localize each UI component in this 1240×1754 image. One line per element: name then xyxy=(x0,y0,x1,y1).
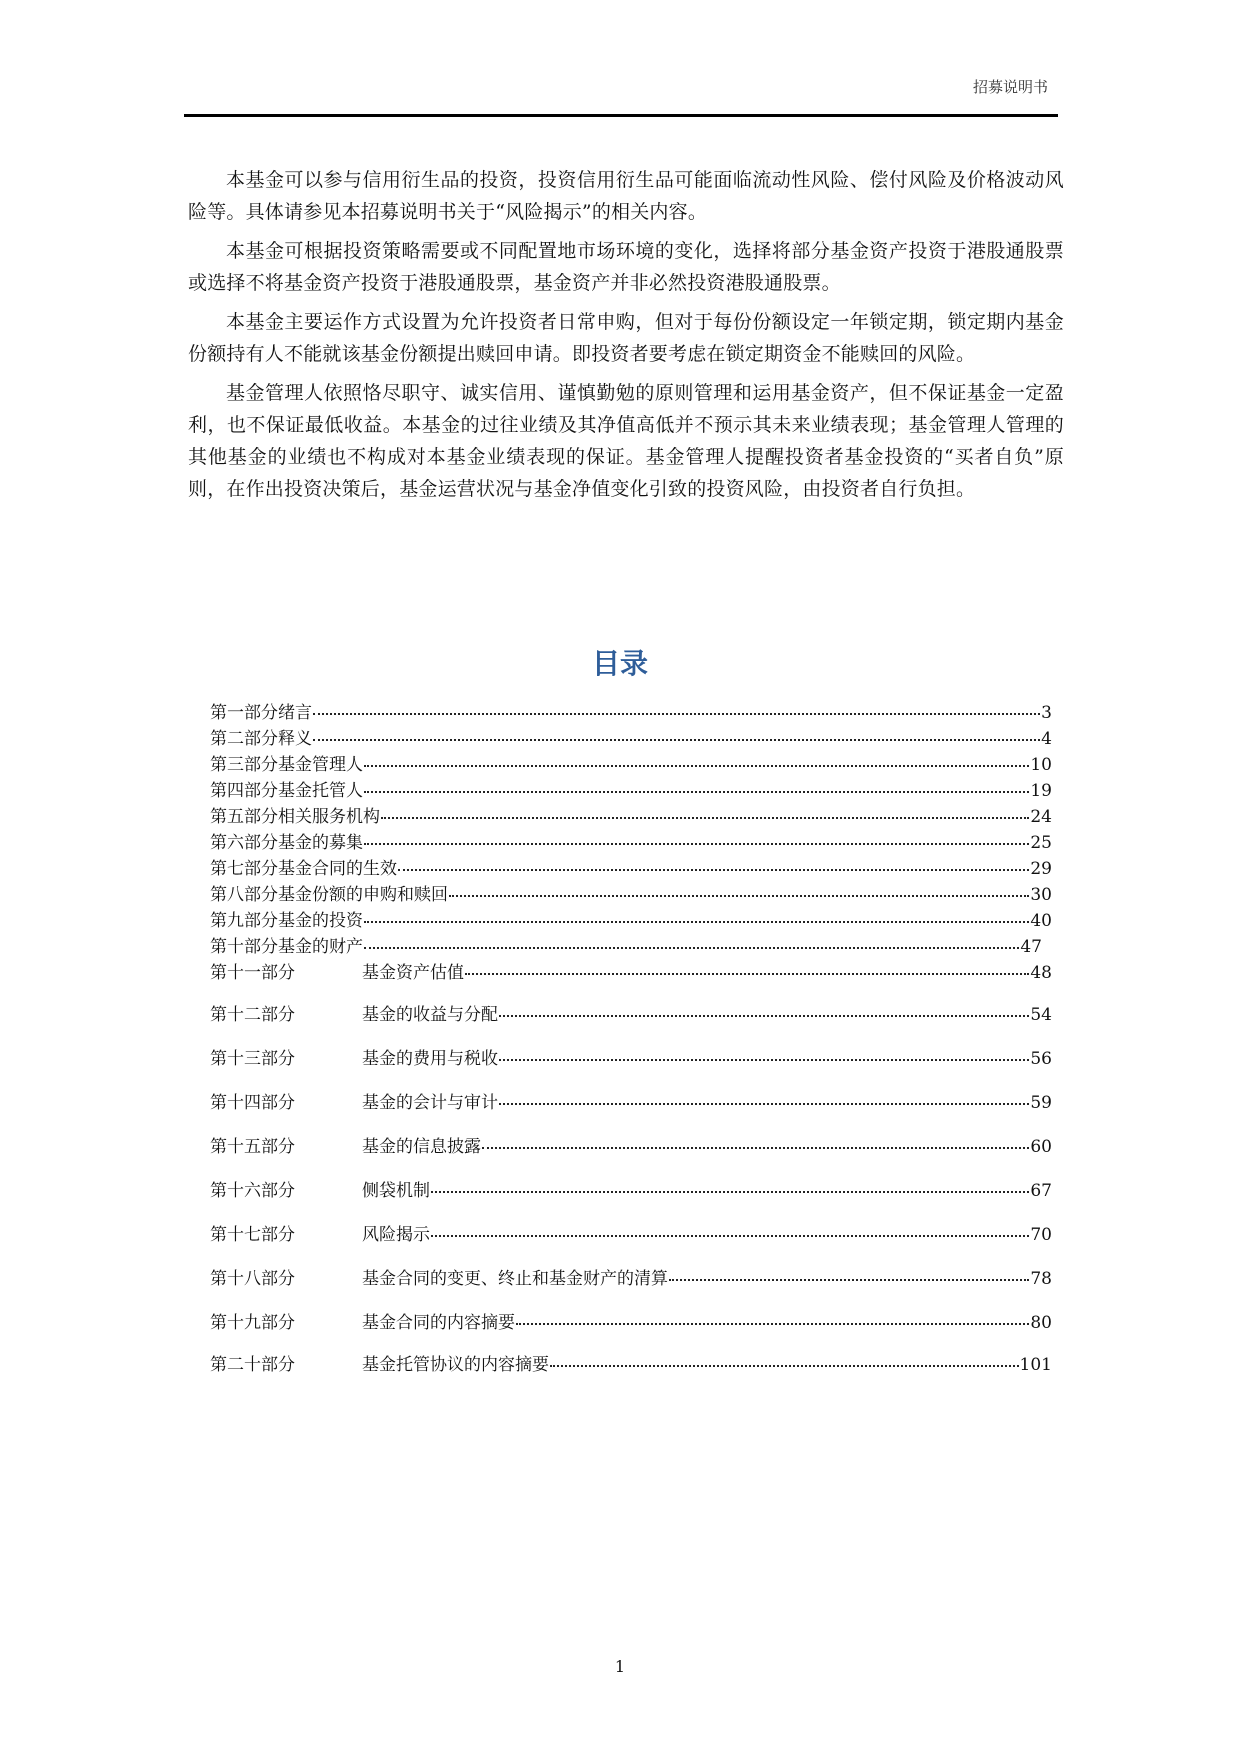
dot-leader xyxy=(398,868,1029,871)
risk-disclosure-body xyxy=(188,164,1064,512)
toc-entry[interactable] xyxy=(210,1264,1052,1308)
toc-entry[interactable] xyxy=(210,1132,1052,1176)
toc-page-number: 59 xyxy=(1030,1093,1052,1113)
dot-leader xyxy=(364,920,1029,923)
toc-page-number: 78 xyxy=(1030,1269,1052,1289)
toc-part-label: 第十一部分 xyxy=(210,963,295,983)
toc-entry[interactable]: 第六部分基金的募集 25 xyxy=(210,833,1052,853)
toc-entry[interactable]: 第七部分基金合同的生效 29 xyxy=(210,859,1052,879)
toc-page-number: 80 xyxy=(1030,1313,1052,1333)
dot-leader xyxy=(516,1322,1029,1325)
toc-entry[interactable]: 第二部分释义 4 xyxy=(210,729,1052,749)
toc-section-title: 基金的费用与税收 xyxy=(362,1049,498,1069)
toc-entry[interactable] xyxy=(210,1350,1052,1392)
dot-leader xyxy=(499,1014,1029,1017)
dot-leader xyxy=(364,790,1029,793)
toc-page-number: 48 xyxy=(1030,963,1052,983)
toc-entry[interactable]: 第一部分绪言 3 xyxy=(210,703,1052,723)
toc-entry[interactable] xyxy=(210,1044,1052,1088)
toc-section-title: 基金合同的内容摘要 xyxy=(362,1313,515,1333)
toc-page-number: 25 xyxy=(1030,833,1052,853)
toc-section-title: 基金的信息披露 xyxy=(362,1137,481,1157)
toc-page-number: 60 xyxy=(1030,1137,1052,1157)
dot-leader xyxy=(465,972,1029,975)
toc-page-number: 70 xyxy=(1030,1225,1052,1245)
toc-entry[interactable] xyxy=(210,1308,1052,1350)
toc-entry[interactable] xyxy=(210,1176,1052,1220)
toc-entry[interactable]: 第四部分基金托管人 19 xyxy=(210,781,1052,801)
toc-page-number: 47 xyxy=(1020,937,1042,957)
toc-page-number: 4 xyxy=(1041,729,1052,749)
toc-entry[interactable] xyxy=(210,1000,1052,1044)
toc-part-label: 第十二部分 xyxy=(210,1005,295,1025)
page-number: 1 xyxy=(614,1657,626,1676)
toc-entry[interactable] xyxy=(210,1088,1052,1132)
toc-entry[interactable] xyxy=(210,958,1052,1000)
toc-entry[interactable]: 第十部分基金的财产 47 xyxy=(210,937,1042,957)
dot-leader xyxy=(482,1146,1029,1149)
toc-section-title: 侧袋机制 xyxy=(362,1181,430,1201)
dot-leader xyxy=(313,712,1040,715)
toc-section-title: 基金的会计与审计 xyxy=(362,1093,498,1113)
toc-entry[interactable] xyxy=(210,1220,1052,1264)
toc-section-title: 基金资产估值 xyxy=(362,963,464,983)
toc-page-number: 56 xyxy=(1030,1049,1052,1069)
toc-section-title: 基金合同的变更、终止和基金财产的清算 xyxy=(362,1269,668,1289)
header-divider xyxy=(184,114,1058,117)
toc-part-label: 第二十部分 xyxy=(210,1355,295,1375)
toc-page-number: 3 xyxy=(1041,703,1052,723)
paragraph-credit-derivatives: 本基金可以参与信用衍生品的投资，投资信用衍生品可能面临流动性风险、偿付风险及价格波动风险等。具体请参见本招募说明书关于“风险揭示”的相关内容。 xyxy=(188,169,1064,223)
dot-leader xyxy=(431,1234,1029,1237)
toc-entry[interactable]: 第八部分基金份额的申购和赎回 30 xyxy=(210,885,1052,905)
toc-page-number: 30 xyxy=(1030,885,1052,905)
dot-leader xyxy=(364,764,1029,767)
dot-leader xyxy=(550,1364,1019,1367)
toc-part-label: 第十五部分 xyxy=(210,1137,295,1157)
dot-leader xyxy=(449,894,1029,897)
toc-part-label: 第十六部分 xyxy=(210,1181,295,1201)
paragraph-lockup-period: 本基金主要运作方式设置为允许投资者日常申购，但对于每份份额设定一年锁定期，锁定期内基金份额持有人不能就该基金份额提出赎回申请。即投资者要考虑在锁定期资金不能赎回的风险。 xyxy=(188,311,1064,365)
toc-part-label: 第十九部分 xyxy=(210,1313,295,1333)
toc-entry[interactable]: 第三部分基金管理人 10 xyxy=(210,755,1052,775)
toc-entry[interactable]: 第九部分基金的投资 40 xyxy=(210,911,1052,931)
paragraph-hk-stock-connect: 本基金可根据投资策略需要或不同配置地市场环境的变化，选择将部分基金资产投资于港股通股票或选择不将基金资产投资于港股通股票，基金资产并非必然投资港股通股票。 xyxy=(188,240,1064,294)
dot-leader xyxy=(313,738,1040,741)
toc-part-label: 第十八部分 xyxy=(210,1269,295,1289)
running-header-title: 招募说明书 xyxy=(972,78,1048,96)
toc-part-label: 第十四部分 xyxy=(210,1093,295,1113)
dot-leader xyxy=(431,1190,1029,1193)
dot-leader xyxy=(364,946,1019,949)
toc-title: 目录 xyxy=(591,647,648,680)
toc-page-number: 67 xyxy=(1030,1181,1052,1201)
toc-page-number: 24 xyxy=(1030,807,1052,827)
toc-page-number: 19 xyxy=(1030,781,1052,801)
toc-part-label: 第十三部分 xyxy=(210,1049,295,1069)
toc-part-label: 第十七部分 xyxy=(210,1225,295,1245)
dot-leader xyxy=(364,842,1029,845)
toc-page-number: 40 xyxy=(1030,911,1052,931)
toc-page-number: 101 xyxy=(1019,1355,1052,1375)
toc-page-number: 10 xyxy=(1030,755,1052,775)
toc-page-number: 54 xyxy=(1030,1005,1052,1025)
toc-section-title: 基金的收益与分配 xyxy=(362,1005,498,1025)
dot-leader xyxy=(381,816,1029,819)
paragraph-manager-disclaimer: 基金管理人依照恪尽职守、诚实信用、谨慎勤勉的原则管理和运用基金资产，但不保证基金一定盈利，也不保证最低收益。本基金的过往业绩及其净值高低并不预示其未来业绩表现；基金管理人管理的其他基金的业绩也不构成对本基金业绩表现的保证。基金管理人提醒投资者基金投资的“买者自负”原则，在作出投资决策后，基金运营状况与基金净值变化引致的投资风险，由投资者自行负担。 xyxy=(188,382,1064,500)
toc-section-title: 基金托管协议的内容摘要 xyxy=(362,1355,549,1375)
dot-leader xyxy=(499,1102,1029,1105)
table-of-contents xyxy=(210,698,1052,1392)
toc-entry[interactable]: 第五部分相关服务机构 24 xyxy=(210,807,1052,827)
toc-page-number: 29 xyxy=(1030,859,1052,879)
dot-leader xyxy=(669,1278,1029,1281)
dot-leader xyxy=(499,1058,1029,1061)
toc-section-title: 风险揭示 xyxy=(362,1225,430,1245)
